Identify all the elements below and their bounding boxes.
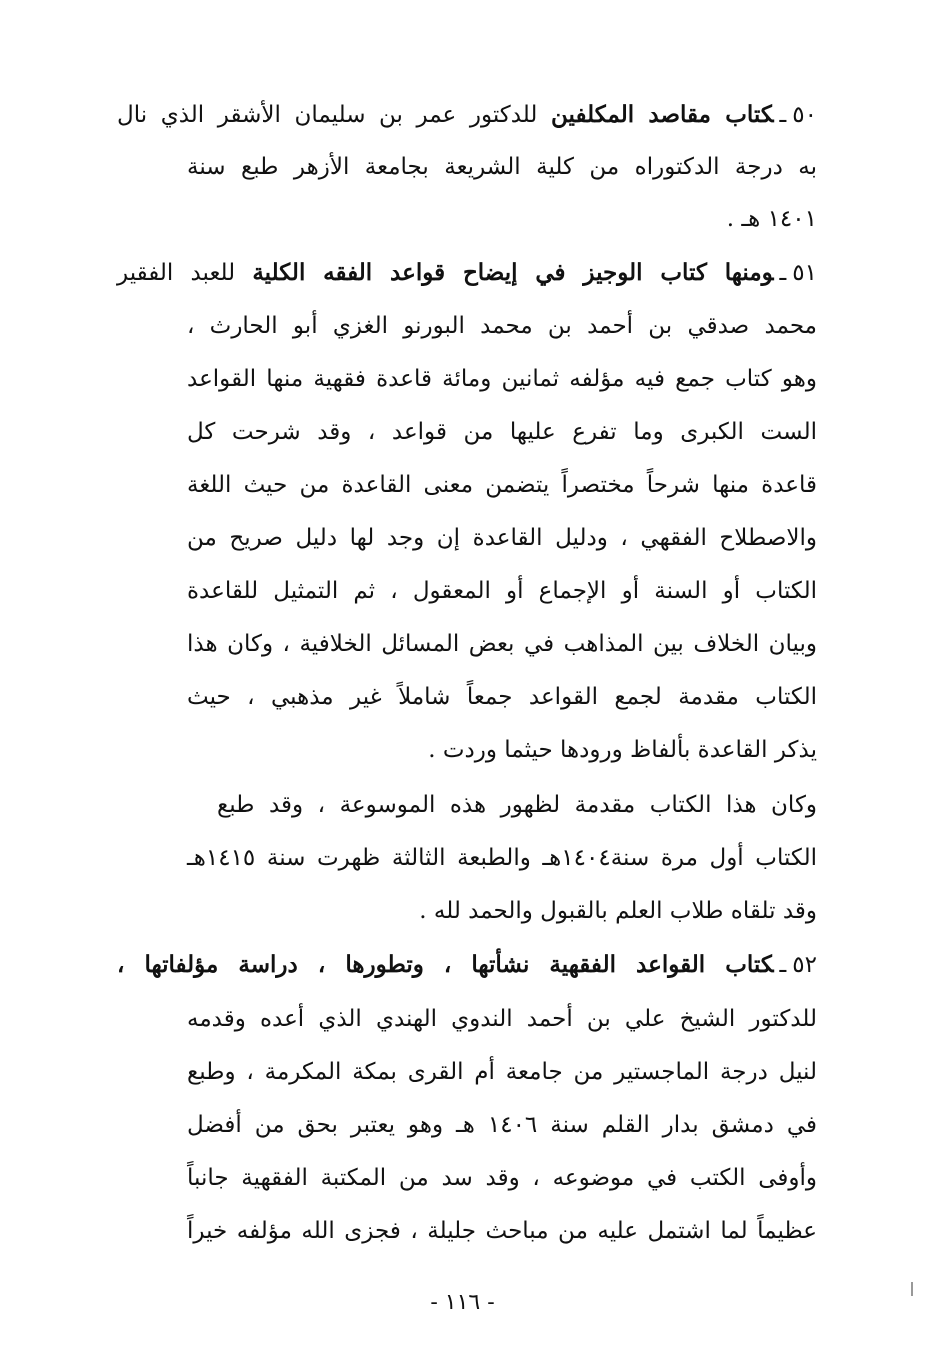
text-line: الكتاب مقدمة لجمع القواعد جمعاً شاملاً غير مذهبي ، حيث	[187, 684, 817, 710]
text-line: والاصطلاح الفقهي ، ودليل القاعدة إن وجد لها دليل صريح من	[187, 525, 817, 551]
text-line: ١٤٠١ هـ .	[726, 206, 817, 232]
entry-51-heading	[117, 258, 817, 288]
dash-separator: ـ	[779, 952, 787, 978]
text-line: للعبد الفقير	[117, 260, 236, 286]
text-line: للدكتور الشيخ علي بن أحمد الندوي الهندي الذي أعده وقدمه	[187, 1006, 817, 1032]
entry-number: ٥٢	[792, 952, 817, 978]
entry-50-heading	[117, 100, 817, 130]
text-line: للدكتور عمر بن سليمان الأشقر الذي نال	[117, 102, 538, 128]
scan-edge-mark	[911, 1282, 913, 1296]
text-line: وقد تلقاه طلاب العلم بالقبول والحمد لله .	[419, 898, 817, 924]
text-line: الكتاب أو السنة أو الإجماع أو المعقول ، ثم التمثيل للقاعدة	[187, 578, 817, 604]
text-line: وهو كتاب جمع فيه مؤلفه ثمانين ومائة قاعدة فقهية منها القواعد	[187, 366, 817, 392]
entry-number: ٥١	[792, 260, 817, 286]
book-title: ومنها كتاب الوجيز في إيضاح قواعد الفقه الكلية	[252, 259, 774, 286]
entry-number: ٥٠	[792, 102, 818, 128]
text-line: وكان هذا الكتاب مقدمة لظهور هذه الموسوعة ، وقد طبع	[217, 792, 817, 818]
text-line: عظيماً لما اشتمل عليه من مباحث جليلة ، فجزى الله مؤلفه خيراً	[187, 1218, 817, 1244]
page-number: - ١١٦ -	[430, 1290, 495, 1315]
text-line: يذكر القاعدة بألفاظ ورودها حيثما وردت .	[428, 737, 817, 763]
text-line: في دمشق بدار القلم سنة ١٤٠٦ هـ وهو يعتبر بحق من أفضل	[187, 1112, 817, 1138]
text-line: به درجة الدكتوراه من كلية الشريعة بجامعة الأزهر طبع سنة	[187, 154, 817, 180]
book-title: كتاب مقاصد المكلفين	[551, 101, 774, 128]
text-line: وبيان الخلاف بين المذاهب في بعض المسائل الخلافية ، وكان هذا	[187, 631, 817, 657]
text-line: وأوفى الكتب في موضوعه ، وقد سد من المكتبة الفقهية جانباً	[187, 1165, 817, 1191]
entry-52-heading	[117, 950, 817, 980]
text-line: محمد صدقي بن أحمد بن محمد البورنو الغزي أبو الحارث ،	[187, 313, 817, 339]
dash-separator: ـ	[779, 102, 787, 128]
dash-separator: ـ	[779, 260, 787, 286]
text-line: الست الكبرى وما تفرع عليها من قواعد ، وقد شرحت كل	[187, 419, 817, 445]
book-title: كتاب القواعد الفقهية نشأتها ، وتطورها ، دراسة مؤلفاتها ،	[117, 951, 774, 978]
text-line: قاعدة منها شرحاً مختصراً يتضمن معنى القاعدة من حيث اللغة	[187, 472, 817, 498]
text-line: لنيل درجة الماجستير من جامعة أم القرى بمكة المكرمة ، وطبع	[187, 1059, 817, 1085]
text-line: الكتاب أول مرة سنة١٤٠٤هـ والطبعة الثالثة ظهرت سنة ١٤١٥هـ	[187, 845, 817, 871]
